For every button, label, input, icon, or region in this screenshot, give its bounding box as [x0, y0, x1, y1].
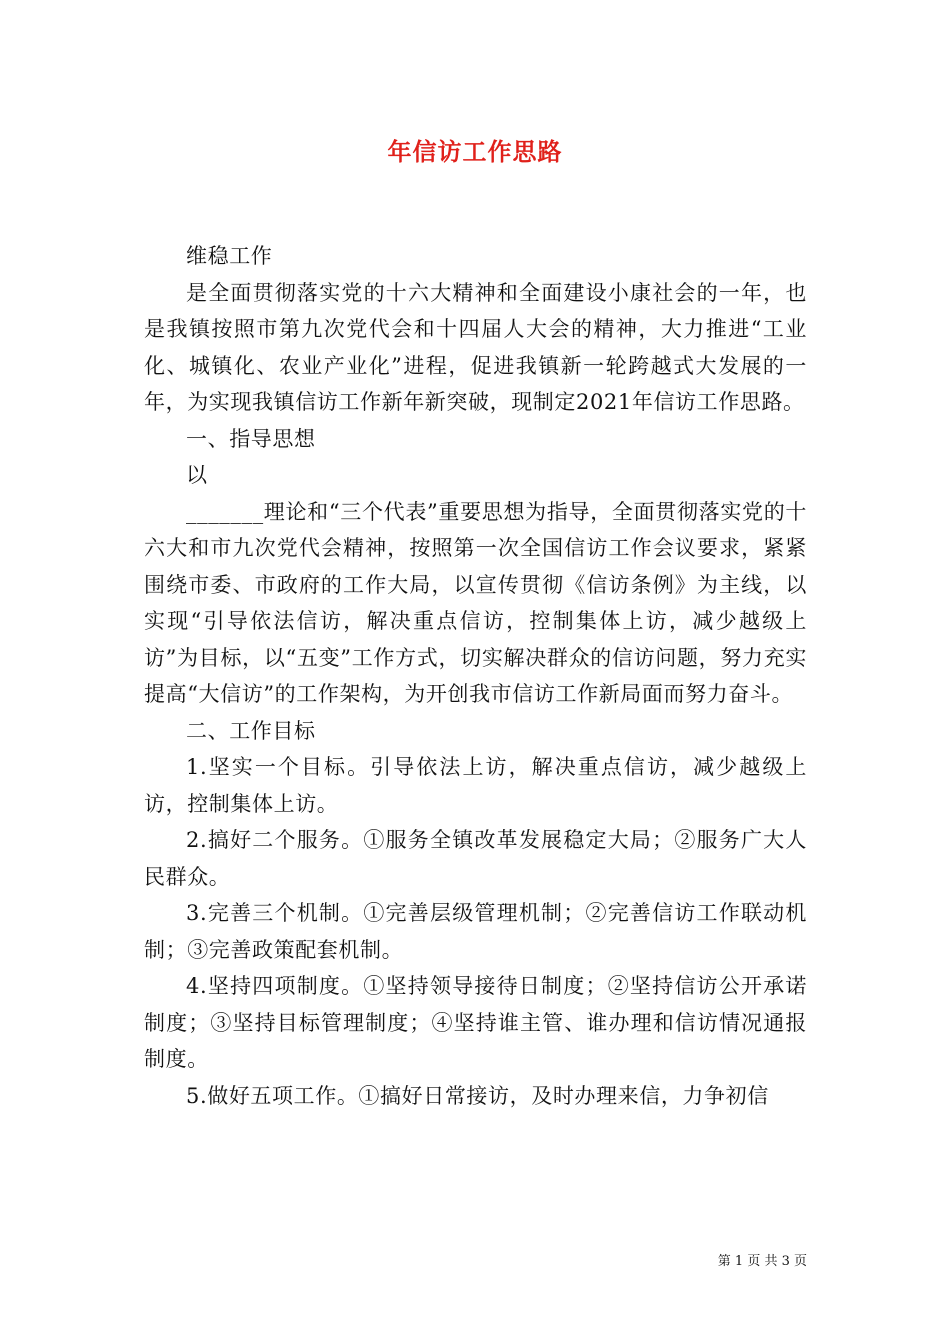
- paragraph: 维稳工作: [186, 244, 273, 268]
- list-item: 4.坚持四项制度。①坚持领导接待日制度；②坚持信访公开承诺制度；③坚持目标管理制度；④坚持谁主管、谁办理和信访情况通报制度。: [144, 974, 807, 1071]
- list-item: 1.坚实一个目标。引导依法上访，解决重点信访，减少越级上访，控制集体上访。: [144, 755, 807, 816]
- paragraph: _______理论和“三个代表”重要思想为指导，全面贯彻落实党的十六大和市九次党代会精神，按照第一次全国信访工作会议要求，紧紧围绕市委、市政府的工作大局，以宣传贯彻《信访条例》为主线，以实现“引导依法信访，解决重点信访，控制集体上访，减少越级上访”为目标，以“五变”工作方式，切实解决群众的信访问题，努力充实提高“大信访”的工作架构，为开创我市信访工作新局面而努力奋斗。: [144, 499, 807, 706]
- document-title: 年信访工作思路: [387, 138, 563, 166]
- list-item: 3.完善三个机制。①完善层级管理机制；②完善信访工作联动机制；③完善政策配套机制。: [144, 901, 807, 962]
- list-item: 5.做好五项工作。①搞好日常接访，及时办理来信，力争初信: [186, 1083, 769, 1108]
- paragraph: 是全面贯彻落实党的十六大精神和全面建设小康社会的一年，也是我镇按照市第九次党代会和十四届人大会的精神，大力推进“工业化、城镇化、农业产业化”进程，促进我镇新一轮跨越式大发展的一年，为实现我镇信访工作新年新突破，现制定2021年信访工作思路。: [144, 280, 807, 414]
- page-number: 第 1 页 共 3 页: [717, 1254, 807, 1269]
- section-heading: 二、工作目标: [186, 718, 316, 743]
- paragraph: 以: [186, 463, 208, 487]
- document-body: [144, 238, 807, 1114]
- list-item: 2.搞好二个服务。①服务全镇改革发展稳定大局；②服务广大人民群众。: [144, 828, 807, 889]
- section-heading: 一、指导思想: [186, 426, 316, 451]
